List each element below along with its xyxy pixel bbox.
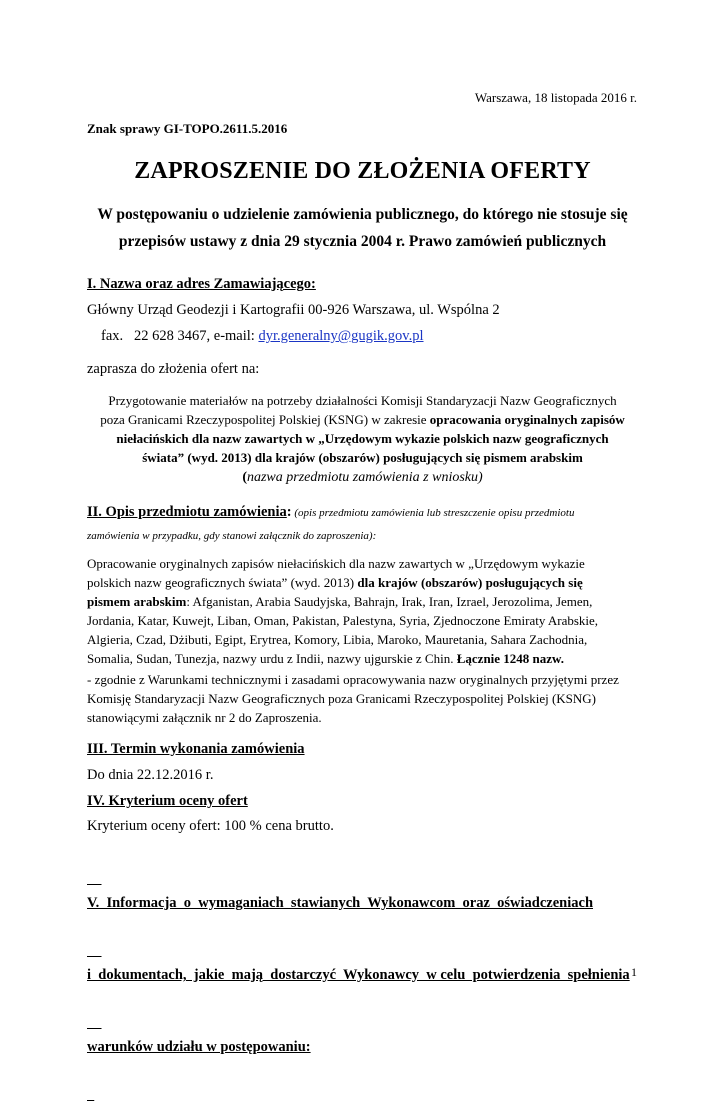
criterion-text: Kryterium oceny ofert: 100 % cena brutto.: [87, 818, 334, 834]
description-line: Opracowanie oryginalnych zapisów niełacińskich dla nazw zawartych w „Urzędowym wykazie: [87, 556, 585, 571]
document-date: Warszawa, 18 listopada 2016 r.: [474, 90, 637, 105]
orderer-contact: [101, 328, 424, 345]
subject-line: Przygotowanie materiałów na potrzeby działalności Komisji Standaryzacji Nazw Geograficznych: [108, 393, 617, 408]
invitation-text: zaprasza do złożenia ofert na:: [87, 361, 260, 377]
orderer-address: Główny Urząd Geodezji i Kartografii 00-926 Warszawa, ul. Wspólna 2: [87, 302, 500, 318]
section-2-heading-row: II. Opis przedmiotu zamówienia: (opis przedmiotu zamówienia lub streszczenie opisu przedmiotu: [87, 504, 575, 520]
requirements-line: - zgodnie z Warunkami technicznymi i zasadami opracowywania nazw oryginalnych przyjętymi przez: [87, 672, 619, 687]
section-5-heading: [87, 843, 638, 1107]
subject-line: poza Granicami Rzeczypospolitej Polskiej (KSNG) w zakresie opracowania oryginalnych zapisów: [100, 412, 625, 427]
section-2-note: (opis przedmiotu zamówienia lub streszczenie opisu przedmiotu: [291, 507, 575, 519]
section-5-heading-line: V. Informacja o wymaganiach stawianych Wykonawcom oraz oświadczeniach: [87, 895, 594, 911]
section-3-heading: III. Termin wykonania zamówienia: [87, 741, 305, 757]
section-2-requirements: [87, 670, 647, 727]
section-2-note-cont: zamówienia w przypadku, gdy stanowi załącznik do zaproszenia):: [87, 530, 377, 542]
description-line: polskich nazw geograficznych świata” (wyd. 2013) dla krajów (obszarów) posługujących się: [87, 575, 583, 590]
section-1-heading: I. Nazwa oraz adres Zamawiającego:: [87, 276, 316, 292]
section-4-heading: IV. Kryterium oceny ofert: [87, 793, 248, 809]
email-link[interactable]: dyr.generalny@gugik.gov.pl: [258, 328, 424, 344]
document-title: ZAPROSZENIE DO ZŁOŻENIA OFERTY: [134, 158, 591, 184]
page-number: 1: [631, 965, 637, 979]
subject-line: niełacińskich dla nazw zawartych w „Urzędowym wykazie polskich nazw geograficznych: [116, 431, 609, 446]
subject-block: [70, 391, 655, 467]
document-subtitle: [60, 201, 665, 255]
requirements-line: stanowiącymi załącznik nr 2 do Zaproszenia.: [87, 710, 322, 725]
description-line: Algieria, Czad, Dżibuti, Egipt, Erytrea, Komory, Libia, Maroko, Mauretania, Sahara Zachodnia,: [87, 632, 588, 647]
requirements-line: Komisję Standaryzacji Nazw Geograficznych poza Granicami Rzeczypospolitej Polskiej (KSNG): [87, 691, 596, 706]
description-line: Jordania, Katar, Kuwejt, Liban, Oman, Pakistan, Palestyna, Syria, Zjednoczone Emiraty Arabskie,: [87, 613, 599, 628]
subtitle-line: przepisów ustawy z dnia 29 stycznia 2004 r. Prawo zamówień publicznych: [118, 233, 607, 250]
deadline-text: Do dnia 22.12.2016 r.: [87, 767, 214, 783]
section-2-heading: II. Opis przedmiotu zamówienia: [87, 504, 287, 520]
description-line: pismem arabskim: Afganistan, Arabia Saudyjska, Bahrajn, Irak, Iran, Izrael, Jerozolima, Jemen,: [87, 594, 593, 609]
section-5-heading-line: i dokumentach, jakie mają dostarczyć Wykonawcy w celu potwierdzenia spełnienia: [87, 967, 630, 983]
description-line: Somalia, Sudan, Tunezja, nazwy urdu z Indii, nazwy ujgurskie z Chin. Łącznie 1248 nazw.: [87, 651, 564, 666]
subtitle-line: W postępowaniu o udzielenie zamówienia publicznego, do którego nie stosuje się: [97, 206, 628, 223]
case-number: Znak sprawy GI-TOPO.2611.5.2016: [87, 121, 288, 136]
section-5-heading-line: warunków udziału w postępowaniu:: [87, 1039, 311, 1055]
subject-line: świata” (wyd. 2013) dla krajów (obszarów) posługujących się pismem arabskim: [142, 450, 583, 465]
fax-and-email-label: fax. 22 628 3467, e-mail:: [101, 328, 259, 344]
subject-note: (nazwa przedmiotu zamówienia z wniosku): [242, 470, 483, 485]
section-2-description: [87, 554, 638, 668]
